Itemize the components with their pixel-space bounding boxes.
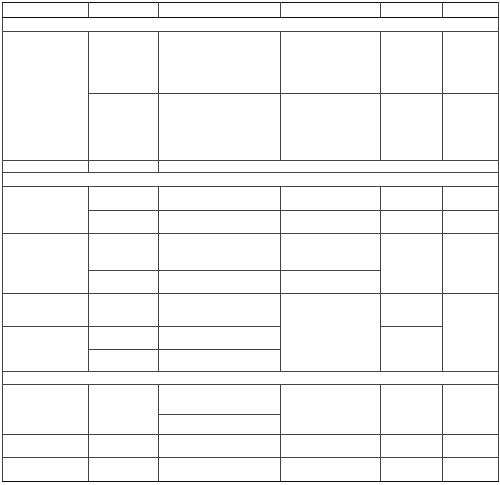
table-cell: [159, 187, 281, 211]
table-cell: [89, 385, 159, 434]
table-cell: [89, 31, 159, 93]
table-cell: [89, 187, 159, 211]
table-cell: [281, 31, 381, 93]
table-cell: [89, 234, 159, 270]
table-row: [3, 385, 499, 415]
table-cell: [159, 270, 281, 294]
table-cell: [89, 350, 159, 371]
table-cell: [3, 326, 89, 371]
table-cell: [443, 187, 499, 211]
column-header: [159, 3, 281, 18]
table-cell: [89, 270, 159, 294]
table-cell: [281, 385, 381, 434]
table-cell: [89, 326, 159, 350]
table-cell: [443, 294, 499, 371]
table-cell: [443, 94, 499, 160]
table-cell: [3, 385, 89, 434]
column-header: [281, 3, 381, 18]
data-table: [2, 2, 499, 482]
table-row: [3, 326, 499, 350]
table-cell: [3, 31, 89, 160]
table-row: [3, 434, 499, 458]
table-row: [3, 294, 499, 326]
group-title: [3, 371, 499, 385]
table-cell: [3, 294, 89, 326]
column-header: [3, 3, 89, 18]
table-cell: [89, 160, 159, 173]
table-cell: [3, 160, 89, 173]
table-cell: [89, 94, 159, 160]
table-cell: [159, 160, 499, 173]
table-cell: [89, 210, 159, 234]
table-cell: [281, 210, 381, 234]
table-cell: [281, 270, 381, 294]
table-row: [3, 31, 499, 93]
group-title: [3, 173, 499, 187]
table-cell: [281, 434, 381, 458]
table-cell: [443, 31, 499, 93]
table-cell: [381, 326, 443, 371]
table-cell: [159, 94, 281, 160]
table-cell: [281, 187, 381, 211]
group-row: [3, 18, 499, 32]
column-header: [381, 3, 443, 18]
group-title: [3, 18, 499, 32]
column-header: [89, 3, 159, 18]
table-cell: [443, 434, 499, 458]
table-cell: [89, 458, 159, 482]
table-cell: [381, 94, 443, 160]
table-cell: [443, 210, 499, 234]
table-cell: [3, 434, 89, 458]
table-cell: [381, 385, 443, 434]
group-row: [3, 371, 499, 385]
table-cell: [381, 210, 443, 234]
table-row: [3, 234, 499, 270]
table-cell: [159, 415, 281, 434]
table-cell: [443, 385, 499, 434]
table-cell: [3, 187, 89, 234]
table-row: [3, 187, 499, 211]
table-cell: [381, 234, 443, 294]
table-row: [3, 160, 499, 173]
table-cell: [281, 234, 381, 270]
table-cell: [381, 31, 443, 93]
table-cell: [381, 294, 443, 326]
table-cell: [381, 187, 443, 211]
table-cell: [443, 234, 499, 294]
group-row: [3, 173, 499, 187]
table-cell: [3, 234, 89, 294]
table-cell: [281, 94, 381, 160]
table-cell: [381, 434, 443, 458]
table-cell: [3, 458, 89, 482]
table-row: [3, 458, 499, 482]
table-cell: [281, 458, 381, 482]
table-cell: [89, 294, 159, 326]
table-cell: [159, 210, 281, 234]
table-cell: [159, 434, 281, 458]
table-cell: [281, 294, 381, 371]
table-cell: [159, 31, 281, 93]
table-cell: [89, 434, 159, 458]
header-row: [3, 3, 499, 18]
table-cell: [159, 385, 281, 415]
column-header: [443, 3, 499, 18]
table-cell: [159, 350, 281, 371]
table-cell: [159, 458, 281, 482]
table-cell: [159, 294, 281, 326]
table-cell: [159, 234, 281, 270]
table-cell: [159, 326, 281, 350]
table-cell: [381, 458, 443, 482]
table-cell: [443, 458, 499, 482]
